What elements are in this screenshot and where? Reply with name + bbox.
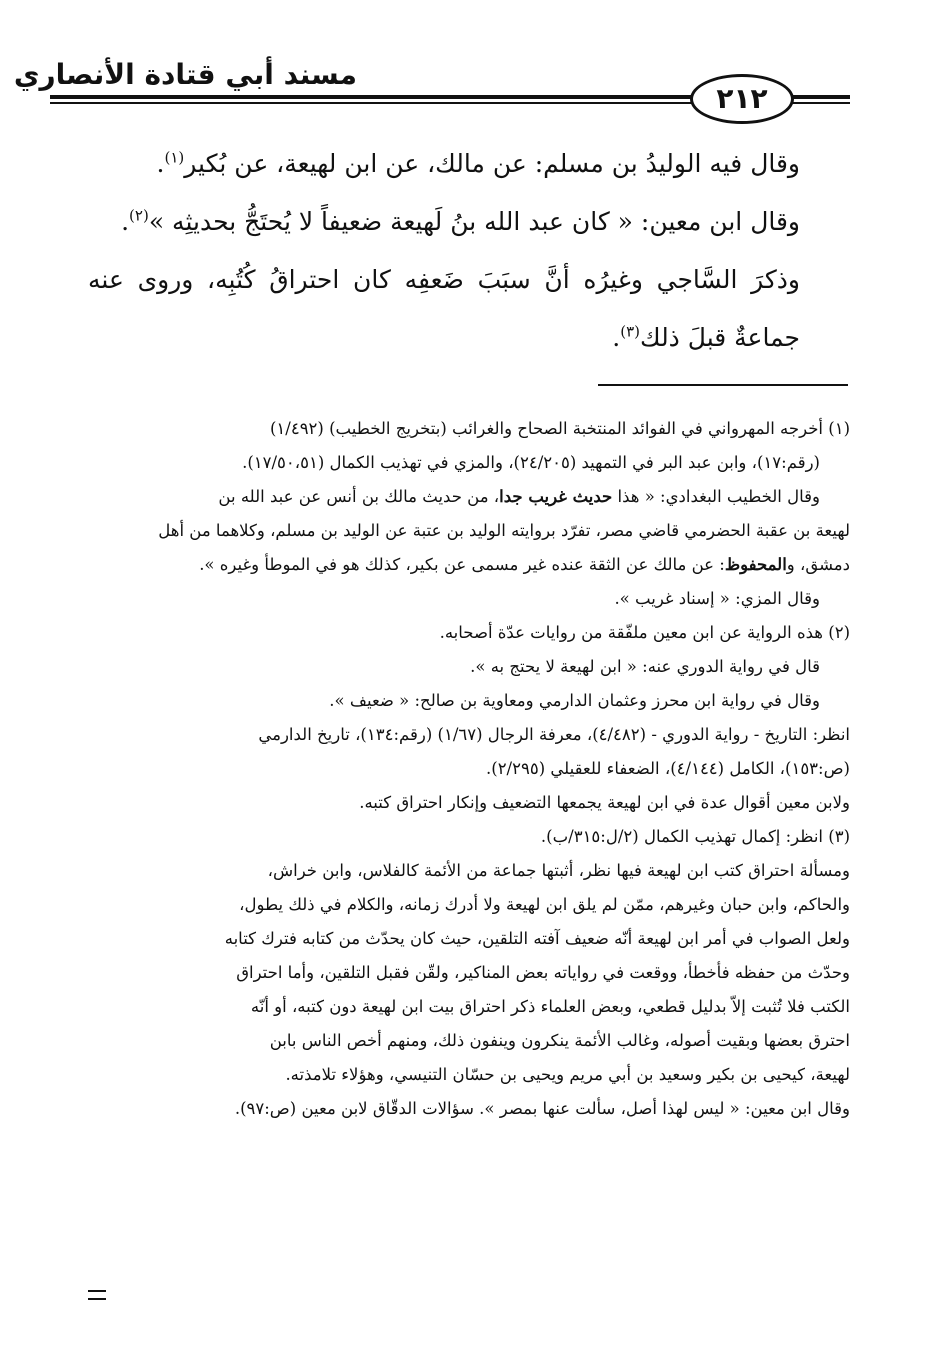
footnote-3-line: لهيعة، كيحيى بن بكير وسعيد بن أبي مريم ويحيى بن حسّان التنيسي، وهؤلاء تلامذته. — [285, 1065, 850, 1084]
footnote-1-line: (رقم:١٧)، وابن عبد البر في التمهيد (٢٤/٢٠٥)، والمزي في تهذيب الكمال (١٧/٥٠،٥١). — [242, 453, 820, 472]
footnote-3-line: ولعل الصواب في أمر ابن لهيعة أنّه ضعيف آفته التلقين، حيث كان يحدّث من كتابه فترك كتابه — [224, 929, 850, 948]
main-paragraph-3: وذكرَ السَّاجي وغيرُه أنَّ سبَبَ ضَعفِه كان احتراقُ كُتُبِه، وروى عنه جماعةٌ قبلَ ذلك$^{(٣)}$. — [88, 265, 800, 352]
footnote-3-line: وقال ابن معين: « ليس لهذا أصل، سألت عنها بمصر ». سؤالات الدقّاق لابن معين (ص:٩٧). — [234, 1099, 850, 1118]
footnote-3-line: وحدّث من حفظه فأخطأ، ووقعت في رواياته بعض المناكير، ولقّن فقبل التلقين، وأما احتراق — [236, 963, 850, 982]
footnote-3-line: ومسألة احتراق كتب ابن لهيعة فيها نظر، أثبتها جماعة من الأئمة كالفلاس، وابن خراش، — [267, 861, 850, 880]
footnote-ref-3[interactable]: (٣) — [620, 322, 640, 341]
footnote-2-line: ولابن معين أقوال عدة في ابن لهيعة يجمعها التضعيف وإنكار احتراق كتبه. — [359, 793, 850, 812]
footnote-ref-1[interactable]: (١) — [164, 148, 185, 167]
footnote-2-line: (٢) هذه الرواية عن ابن معين ملفّقة من روايات عدّة أصحابه. — [439, 623, 850, 642]
footnote-1-line: (١) أخرجه المهرواني في الفوائد المنتخبة الصحاح والغرائب (بتخريج الخطيب) (١/٤٩٢) — [269, 419, 850, 438]
footnote-1-line: وقال المزي: « إسناد غريب ». — [614, 589, 820, 608]
footnote-separator — [598, 384, 848, 386]
main-paragraph-1: وقال فيه الوليدُ بن مسلم: عن مالك، عن ابن لهيعة، عن بُكير$^{(١)}$. — [156, 148, 800, 178]
continuation-mark — [88, 1290, 106, 1300]
main-paragraph-2: وقال ابن معين: « كان عبد الله بنُ لَهيعة ضعيفاً لا يُحتَجُّ بحديثِه »$^{(٢)}$. — [121, 206, 800, 236]
footnote-2-line: انظر: التاريخ - رواية الدوري - (٤/٤٨٢)، معرفة الرجال (١/٦٧) (رقم:١٣٤)، تاريخ الدارمي — [258, 725, 850, 744]
footnote-3-line: (٣) انظر: إكمال تهذيب الكمال (٢/ل:٣١٥/ب). — [540, 827, 850, 846]
footnotes — [88, 412, 850, 1126]
footnote-3-line: الكتب فلا تُثبت إلاّ بدليل قطعي، وبعض العلماء ذكر احتراق بيت ابن لهيعة دون كتبه، أو أنّه — [250, 997, 850, 1016]
footnote-2-line: وقال في رواية ابن محرز وعثمان الدارمي ومعاوية بن صالح: « ضعيف ». — [329, 691, 820, 710]
main-text — [88, 135, 848, 367]
emphasis: حديث غريب جدا — [499, 487, 613, 506]
footnote-3-line: احترق بعضها وبقيت أصوله، وغالب الأئمة ينكرون وينفون ذلك، ومنهم أخص الناس بابن — [269, 1031, 850, 1050]
footnote-1-line: وقال الخطيب البغدادي: « هذا حديث غريب جدا، من حديث مالك بن أنس عن عبد الله بن — [218, 487, 820, 506]
page-number: ٢١٢ — [716, 82, 768, 115]
running-head-title: مسند أبي قتادة الأنصاري — [13, 58, 357, 91]
footnote-3-line: والحاكم، وابن حبان وغيرهم، ممّن لم يلق ابن لهيعة ولا أدرك زمانه، والكلام في ذلك يطول، — [239, 895, 850, 914]
footnote-2-line: قال في رواية الدوري عنه: « ابن لهيعة لا يحتج به ». — [470, 657, 820, 676]
page-number-badge — [690, 74, 794, 124]
footnote-2-line: (ص:١٥٣)، الكامل (٤/١٤٤)، الضعفاء للعقيلي (٢/٢٩٥). — [486, 759, 850, 778]
footnote-ref-2[interactable]: (٢) — [129, 206, 149, 225]
footnote-1-line: دمشق، والمحفوظ: عن مالك عن الثقة عنده غير مسمى عن بكير، كذلك هو في الموطأ وغيره ». — [199, 555, 850, 574]
footnote-1-line: لهيعة بن عقبة الحضرمي قاضي مصر، تفرّد بروايته الوليد بن عتبة عن الوليد بن مسلم، وكلاهما من أهل — [158, 521, 850, 540]
emphasis: المحفوظ — [724, 555, 787, 574]
